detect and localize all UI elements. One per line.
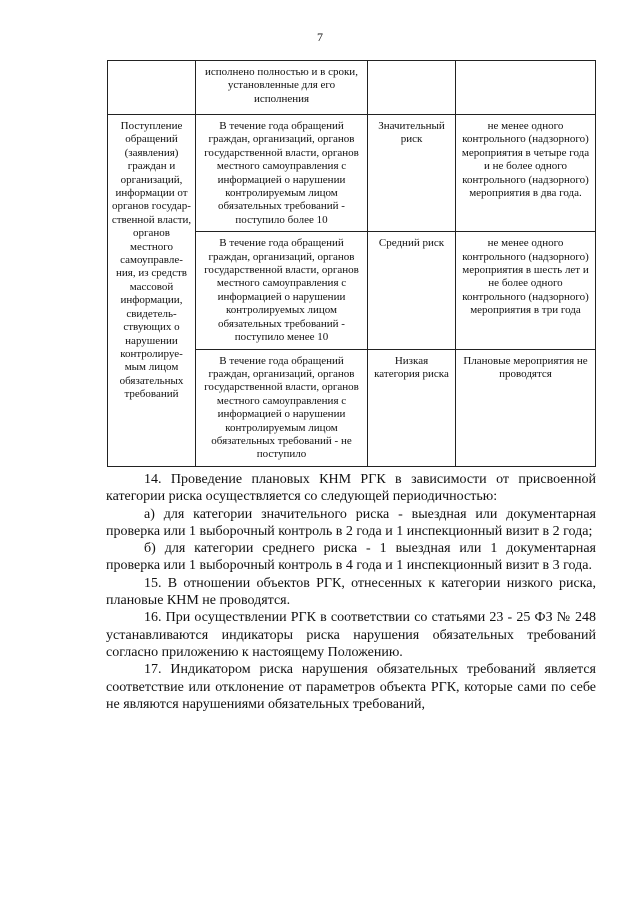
table-cell-source: Поступление обращений (заявления) граждан и организаций, информации от органов государ-ственной власти, органов местного самоуправле-ния, из средств массовой информации, свидетель-ствующих о нарушении контролируе-мым лицом обязательных требований [108, 115, 196, 467]
table-cell-empty [368, 61, 456, 115]
paragraph-15: 15. В отношении объектов РГК, отнесенных к категории низкого риска, плановые КНМ не проводятся. [106, 575, 596, 609]
paragraph-14: 14. Проведение плановых КНМ РГК в зависимости от присвоенной категории риска осуществляется со следующей периодичностью: [106, 472, 596, 505]
paragraph-14b: б) для категории среднего риска - 1 выездная или 1 документарная проверка или 1 выборочный контроль в 4 года и 1 инспекционный визит в 3 года. [106, 541, 596, 574]
table-cell-periodicity: не менее одного контрольного (надзорного) мероприятия в четыре года и не более одного контрольного (надзорного) мероприятия в два года. [456, 115, 596, 232]
paragraph-16: 16. При осуществлении РГК в соответствии со статьями 23 - 25 ФЗ № 248 устанавливаются индикаторы риска нарушения обязательных требований согласно приложению к настоящему Положению. [106, 610, 596, 660]
table-cell-continuation-text: исполнено полностью и в сроки, установленные для его исполнения [196, 61, 368, 115]
table-cell-condition: В течение года обращений граждан, организаций, органов государственной власти, органов местного самоуправления с информацией о нарушении контролируемым лицом обязательных требований - поступило более 10 [196, 115, 368, 232]
table-row [108, 115, 596, 232]
table-cell-condition: В течение года обращений граждан, организаций, органов государственной власти, органов местного самоуправления с информацией о нарушении контролируемых лицом обязательных требований - поступило менее 10 [196, 232, 368, 349]
table-cell-category: Низкая категория риска [368, 349, 456, 466]
table-cell-category: Значительный риск [368, 115, 456, 232]
table-row-continuation [108, 61, 596, 115]
table-cell-condition: В течение года обращений граждан, организаций, органов государственной власти, органов местного самоуправления с информацией о нарушении контролируемым лицом обязательных требований - не поступило [196, 349, 368, 466]
table-cell-periodicity: Плановые мероприятия не проводятся [456, 349, 596, 466]
table-cell-periodicity: не менее одного контрольного (надзорного) мероприятия в шесть лет и не более одного контрольного (надзорного) мероприятия в три года [456, 232, 596, 349]
table-cell-empty [108, 61, 196, 115]
table-cell-empty [456, 61, 596, 115]
paragraph-17: 17. Индикатором риска нарушения обязательных требований является соответствие или отклонение от параметров объекта РГК, которые сами по себе не являются нарушениями обязательных требований, [106, 662, 596, 712]
page-number: 7 [317, 30, 323, 44]
body-text [106, 471, 596, 713]
risk-category-table [107, 60, 596, 467]
paragraph-14a: а) для категории значительного риска - выездная или документарная проверка или 1 выборочный контроль в 2 года и 1 инспекционный визит в 2 года; [106, 506, 596, 539]
table-cell-category: Средний риск [368, 232, 456, 349]
